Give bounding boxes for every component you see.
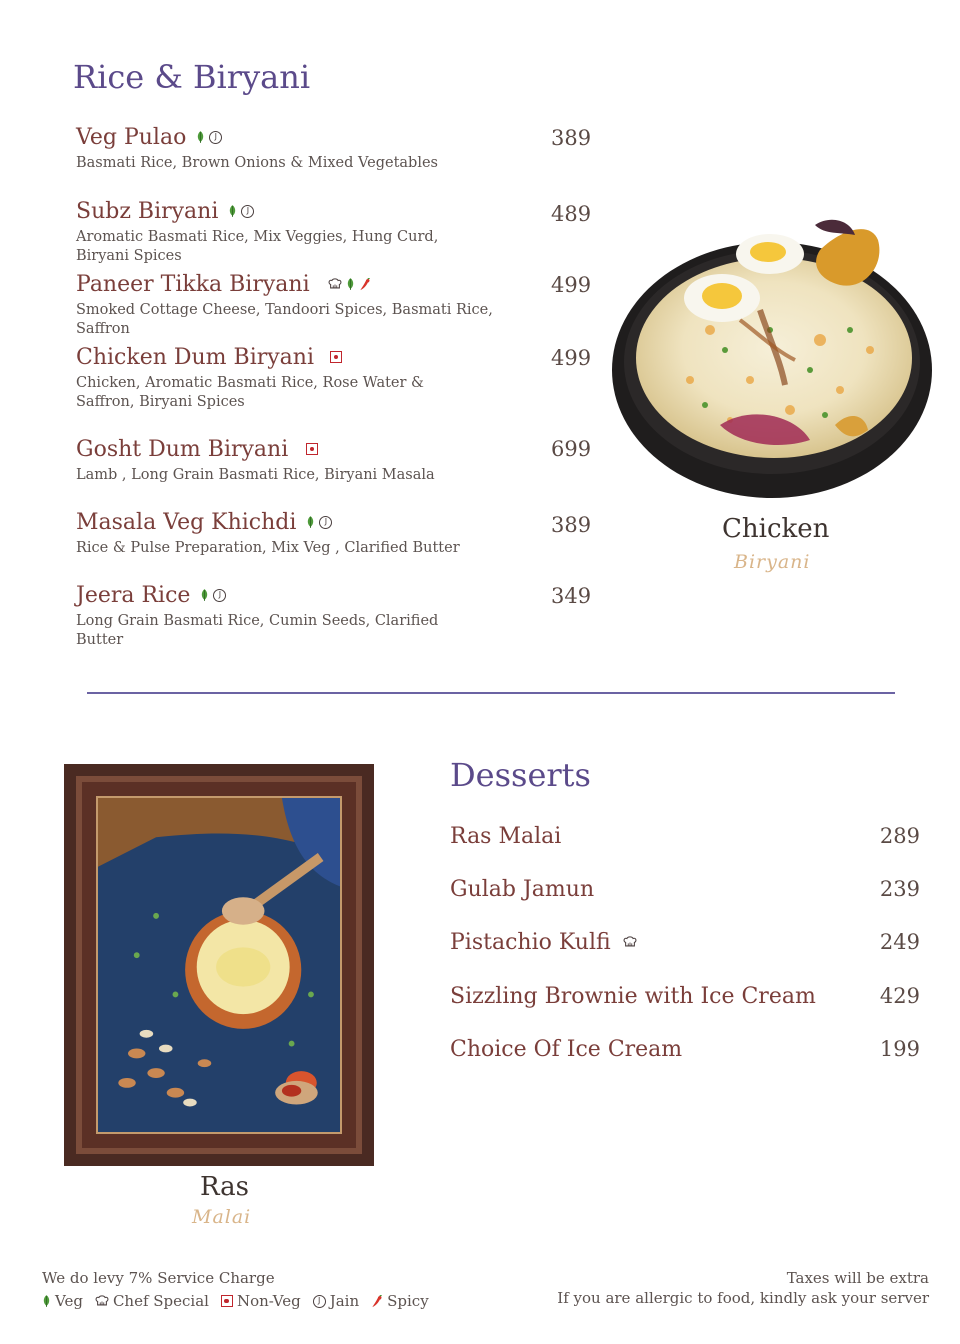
menu-item-pistachio-kulfi — [450, 927, 924, 957]
allergy-note: If you are allergic to food, kindly ask your server — [557, 1289, 929, 1307]
menu-item-jeera-rice — [76, 580, 596, 650]
dish-description: Smoked Cottage Cheese, Tandoori Spices, Basmati Rice, Saffron — [76, 302, 493, 337]
spicy-chili-icon — [371, 1295, 383, 1308]
service-charge-note: We do levy 7% Service Charge — [42, 1269, 275, 1287]
veg-leaf-icon — [196, 131, 205, 143]
dish-name: Sizzling Brownie with Ice Cream — [450, 983, 816, 1009]
dish-description: Chicken, Aromatic Basmati Rice, Rose Water & Saffron, Biryani Spices — [76, 375, 424, 410]
dish-name: Masala Veg Khichdi — [76, 509, 297, 535]
dish-price: 389 — [551, 126, 592, 150]
dish-price: 699 — [551, 437, 592, 461]
menu-item-choice-of-ice-cream — [450, 1034, 924, 1064]
legend-label: Spicy — [387, 1292, 429, 1310]
legend-label: Jain — [329, 1292, 360, 1310]
taxes-note: Taxes will be extra — [786, 1269, 929, 1287]
non-veg-icon — [306, 443, 318, 455]
legend-label: Veg — [55, 1292, 83, 1310]
dish-name: Chicken Dum Biryani — [76, 344, 315, 370]
legend-label: Chef Special — [112, 1292, 209, 1310]
veg-leaf-icon — [228, 205, 237, 217]
jain-icon: J — [241, 205, 254, 218]
menu-item-gulab-jamun — [450, 874, 924, 904]
dish-price: 389 — [551, 513, 592, 537]
jain-icon: J — [319, 516, 332, 529]
ras-malai-photo-frame — [64, 764, 374, 1166]
dish-description: Aromatic Basmati Rice, Mix Veggies, Hung Curd, Biryani Spices — [76, 229, 439, 264]
dish-name: Ras Malai — [450, 823, 562, 849]
menu-item-subz-biryani — [76, 196, 596, 266]
dish-name: Veg Pulao — [76, 124, 187, 150]
rice-biryani-title: Rice & Biryani — [73, 58, 311, 96]
dish-price: 429 — [879, 984, 920, 1008]
veg-leaf-icon — [346, 278, 355, 290]
menu-item-paneer-tikka-biryani — [76, 269, 596, 339]
dish-price: 499 — [551, 346, 592, 370]
dish-price: 199 — [879, 1037, 920, 1061]
dish-description: Basmati Rice, Brown Onions & Mixed Vegetables — [76, 155, 438, 171]
veg-leaf-icon — [200, 589, 209, 601]
menu-item-chicken-dum-biryani — [76, 342, 596, 412]
non-veg-icon — [221, 1295, 233, 1307]
menu-item-sizzling-brownie — [450, 981, 924, 1011]
desserts-title: Desserts — [450, 756, 591, 794]
dish-name: Paneer Tikka Biryani — [76, 271, 310, 297]
chicken-biryani-photo — [610, 210, 940, 510]
chef-special-icon — [623, 936, 637, 948]
photo-caption-script: Biryani — [734, 551, 811, 573]
menu-item-veg-pulao — [76, 122, 596, 173]
dish-price: 499 — [551, 273, 592, 297]
menu-item-masala-veg-khichdi — [76, 507, 596, 558]
dish-price: 349 — [551, 584, 592, 608]
icon-legend — [42, 1292, 435, 1310]
spicy-chili-icon — [359, 278, 371, 291]
legend-label: Non-Veg — [236, 1292, 301, 1310]
menu-item-ras-malai — [450, 821, 924, 851]
photo-caption-main: Ras — [200, 1172, 250, 1202]
jain-icon: J — [313, 1295, 326, 1308]
dish-name: Pistachio Kulfi — [450, 929, 611, 955]
jain-icon: J — [209, 131, 222, 144]
dish-name: Gulab Jamun — [450, 876, 595, 902]
dish-price: 239 — [879, 877, 920, 901]
section-divider — [87, 692, 895, 694]
veg-leaf-icon — [306, 516, 315, 528]
photo-caption-main: Chicken — [722, 514, 830, 544]
non-veg-icon — [330, 351, 342, 363]
dish-price: 489 — [551, 202, 592, 226]
photo-caption-script: Malai — [192, 1206, 252, 1228]
veg-leaf-icon — [42, 1295, 51, 1307]
jain-icon: J — [213, 589, 226, 602]
dish-name: Choice Of Ice Cream — [450, 1036, 683, 1062]
dish-name: Jeera Rice — [76, 582, 191, 608]
chef-special-icon — [328, 278, 342, 290]
chef-special-icon — [95, 1295, 109, 1307]
dish-description: Rice & Pulse Preparation, Mix Veg , Clarified Butter — [76, 540, 460, 556]
ras-malai-photo — [98, 798, 340, 1132]
dish-name: Subz Biryani — [76, 198, 219, 224]
dish-description: Long Grain Basmati Rice, Cumin Seeds, Clarified Butter — [76, 613, 439, 648]
menu-item-gosht-dum-biryani — [76, 434, 596, 485]
dish-name: Gosht Dum Biryani — [76, 436, 289, 462]
dish-description: Lamb , Long Grain Basmati Rice, Biryani Masala — [76, 467, 435, 483]
dish-price: 289 — [879, 824, 920, 848]
dish-price: 249 — [879, 930, 920, 954]
